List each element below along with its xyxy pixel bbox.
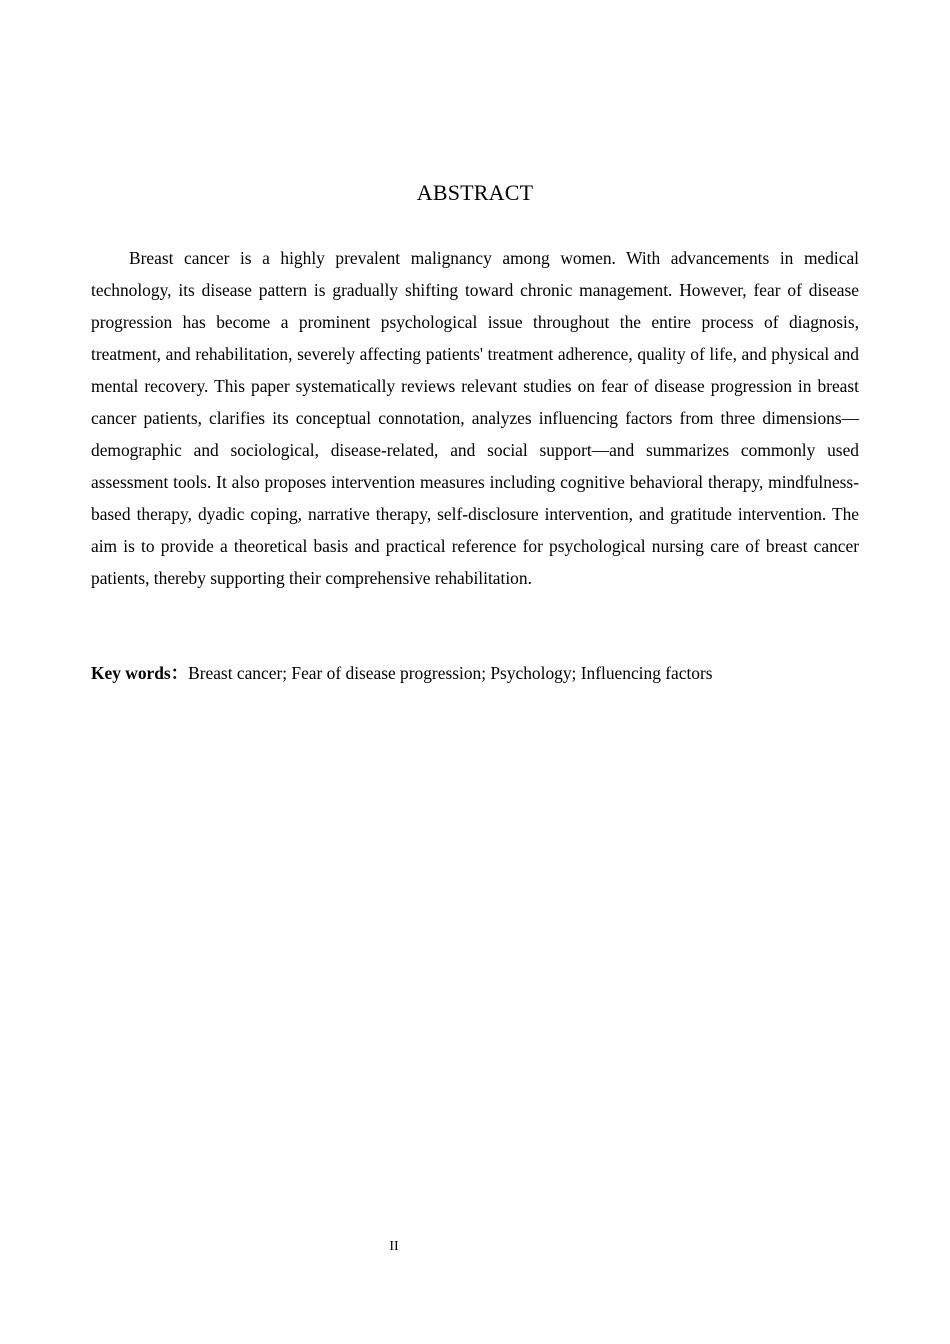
abstract-body: Breast cancer is a highly prevalent malignancy among women. With advancements in medical technology, its disease pattern is gradually shifting toward chronic management. However, fear of disease progression has become a prominent psychological issue throughout the entire process of diagnosis, treatment, and rehabilitation, severely affecting patients' treatment adherence, quality of life, and physical and mental recovery. This paper systematically reviews relevant studies on fear of disease progression in breast cancer patients, clarifies its conceptual connotation, analyzes influencing factors from three dimensions—demographic and sociological, disease-related, and social support—and summarizes commonly used assessment tools. It also proposes intervention measures including cognitive behavioral therapy, mindfulness-based therapy, dyadic coping, narrative therapy, self-disclosure intervention, and gratitude intervention. The aim is to provide a theoretical basis and practical reference for psychological nursing care of breast cancer patients, thereby supporting their comprehensive rehabilitation. (91, 248, 859, 588)
keywords-line (91, 657, 891, 689)
keywords-label: Key words： (91, 663, 189, 683)
keywords-text: Breast cancer; Fear of disease progression; Psychology; Influencing factors (188, 663, 713, 683)
page-number: II (389, 1239, 399, 1254)
abstract-title: ABSTRACT (416, 180, 534, 205)
